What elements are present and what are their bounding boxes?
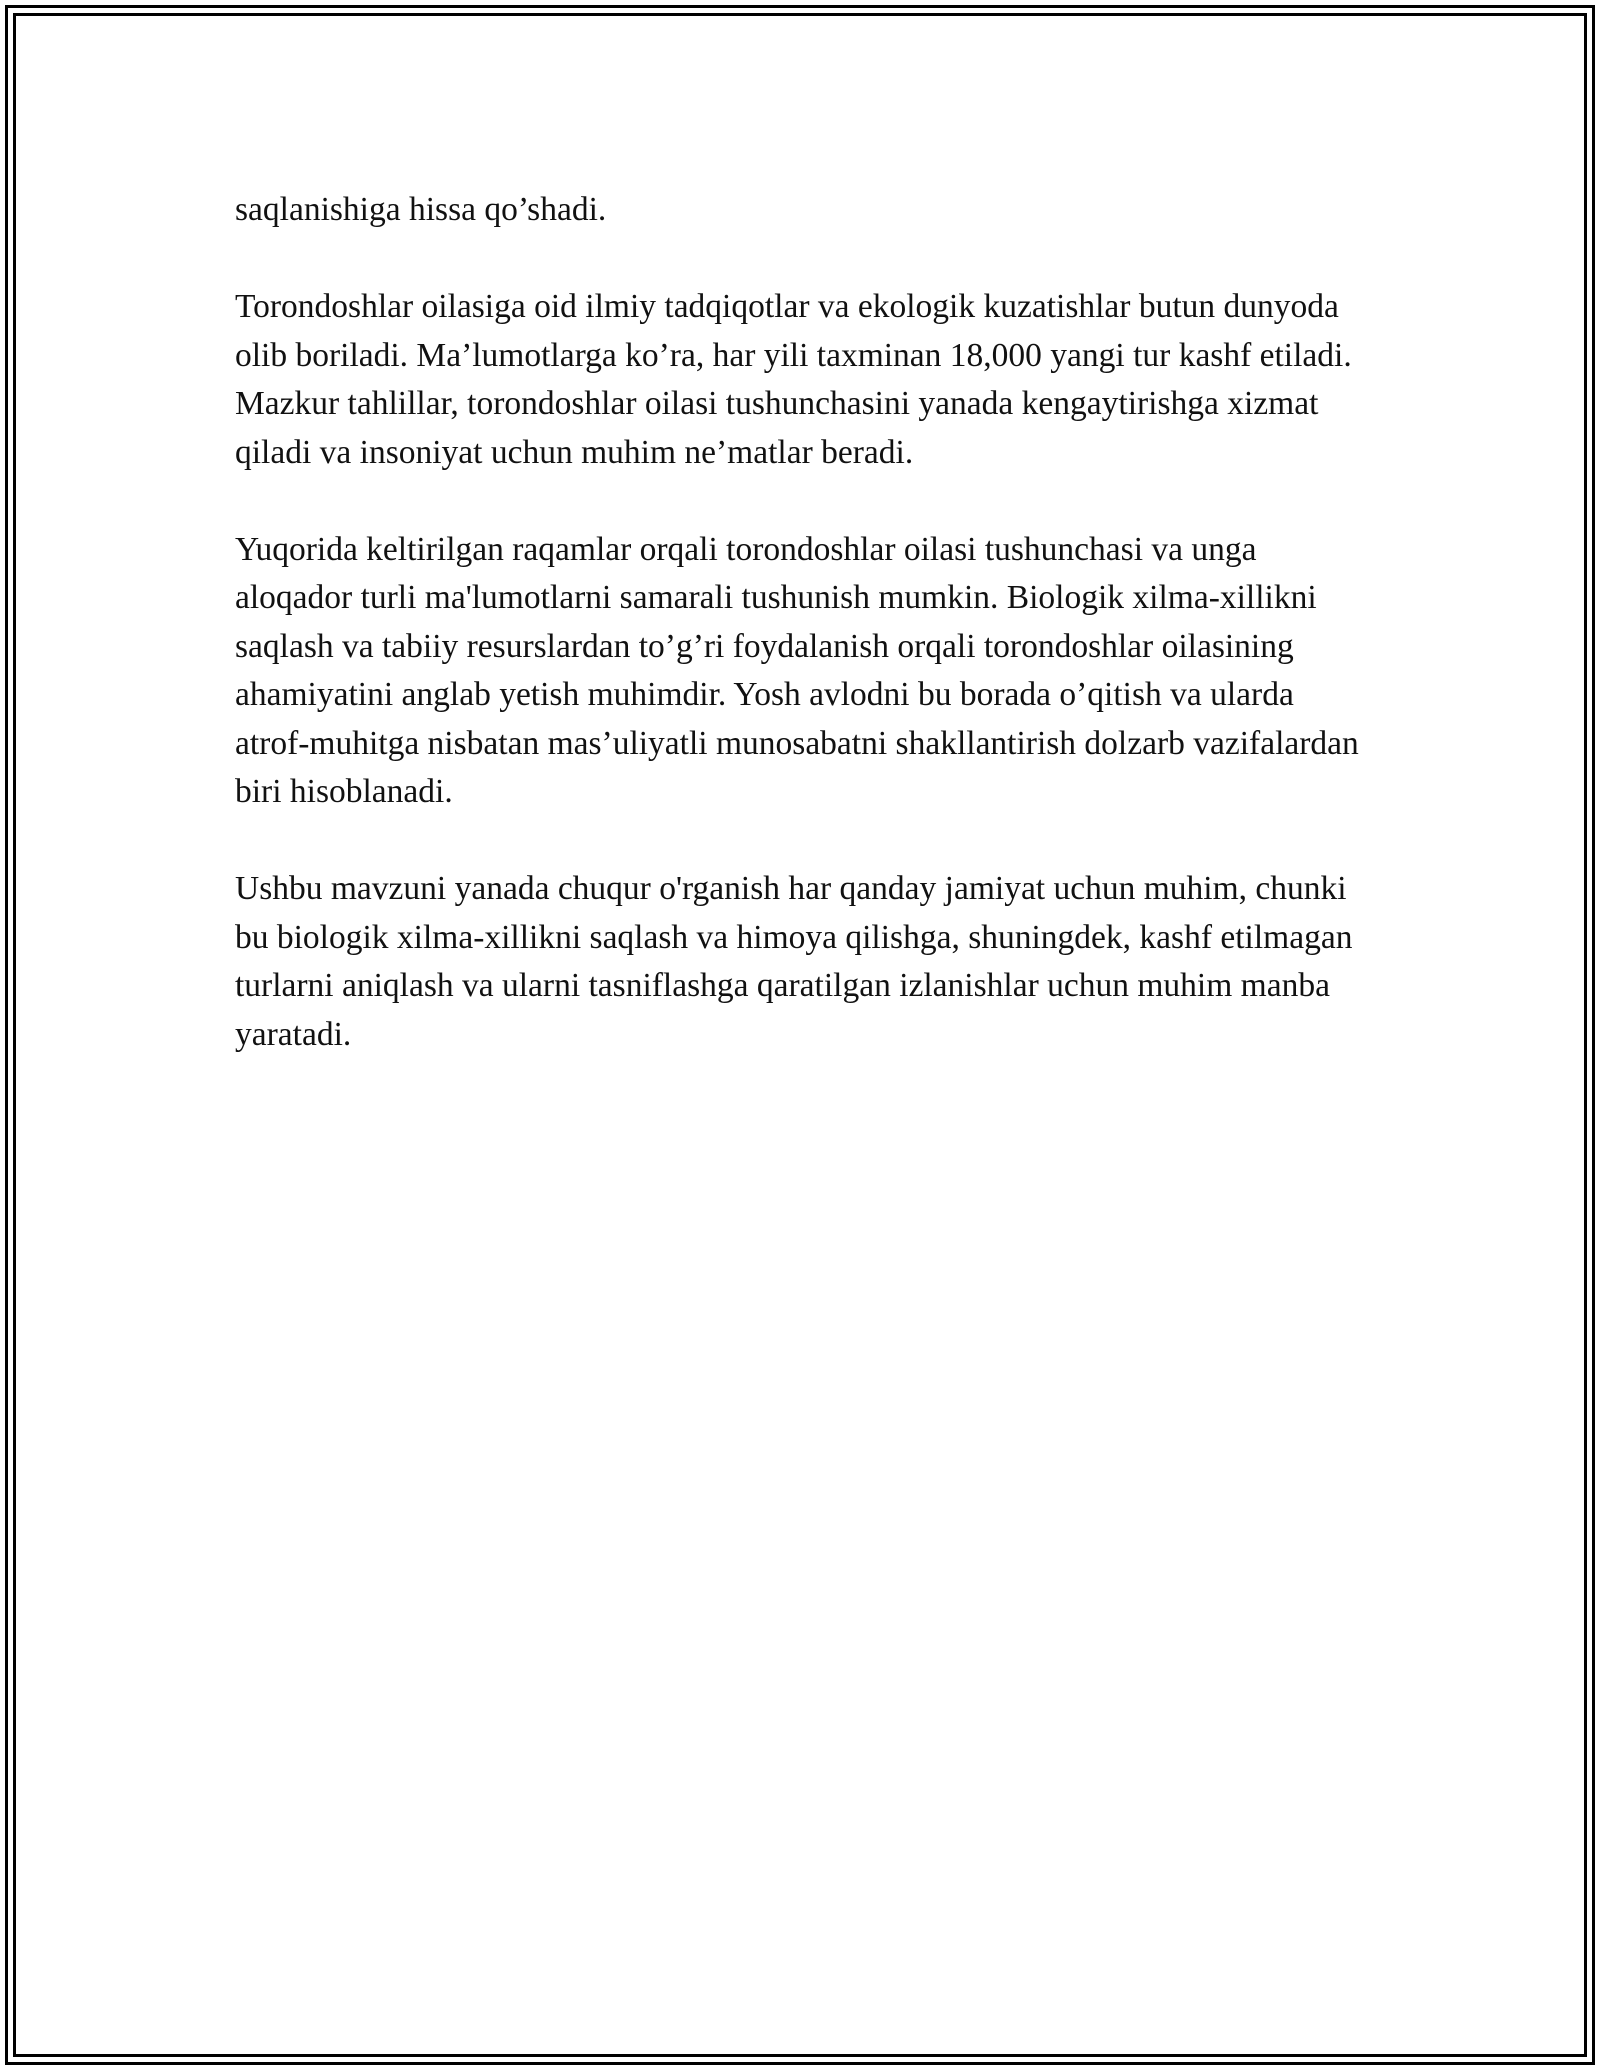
document-body [235,186,1365,1108]
paragraph-biodiversity: Yuqorida keltirilgan raqamlar orqali torondoshlar oilasi tushunchasi va unga aloqador turli ma'lumotlarni samarali tushunish mumkin. Biologik xilma-xillikni saqlash va tabiiy resurslardan to’g’ri foydalanish orqali torondoshlar oilasining ahamiyatini anglab yetish muhimdir. Yosh avlodni bu borada o’qitish va ularda atrof-muhitga nisbatan mas’uliyatli munosabatni shakllantirish dolzarb vazifalardan biri hisoblanadi. [235,530,1359,810]
paragraph-conclusion: Ushbu mavzuni yanada chuqur o'rganish har qanday jamiyat uchun muhim, chunki bu biologik xilma-xillikni saqlash va himoya qilishga, shuningdek, kashf etilmagan turlarni aniqlash va ularni tasniflashga qaratilgan izlanishlar uchun muhim manba yaratadi. [235,870,1353,1053]
paragraph-continuation: saqlanishiga hissa qo’shadi. [235,191,607,228]
paragraph-research: Torondoshlar oilasiga oid ilmiy tadqiqotlar va ekologik kuzatishlar butun dunyoda olib boriladi. Ma’lumotlarga ko’ra, har yili taxminan 18,000 yangi tur kashf etiladi. Mazkur tahlillar, torondoshlar oilasi tushunchasini yanada kengaytirishga xizmat qiladi va insoniyat uchun muhim ne’matlar beradi. [235,288,1352,471]
